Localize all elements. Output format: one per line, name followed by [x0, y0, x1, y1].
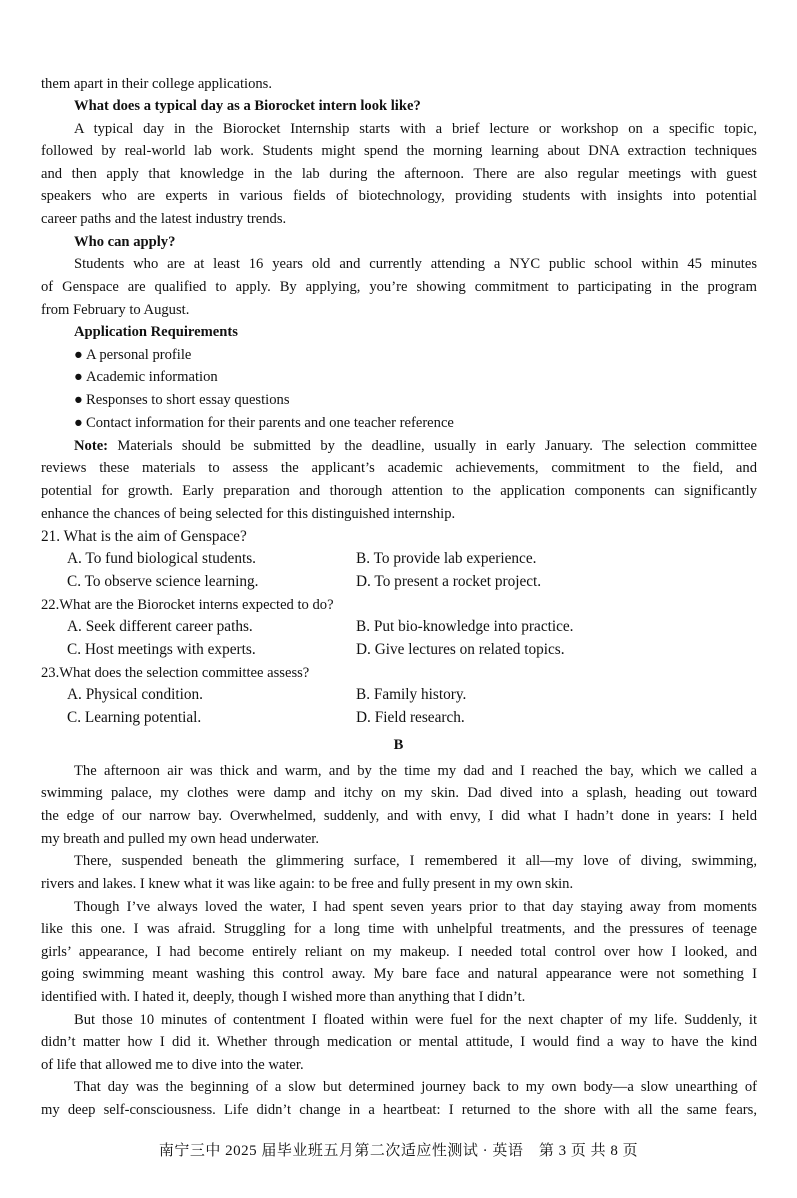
bullet-icon: ● [74, 392, 83, 408]
question-stem: 22.What are the Biorocket interns expected to do? [41, 597, 334, 613]
paragraph-line: my breath and pulled my own head underwater. [41, 831, 320, 847]
paragraph-line: There, suspended beneath the glimmering surface, I remembered it all—my love of diving, swimming, [74, 853, 757, 869]
list-item [74, 413, 454, 433]
paragraph-line: Though I’ve always loved the water, I had spent seven years prior to that day staying away from moments [74, 899, 757, 915]
section-label: B [393, 737, 404, 753]
list-item-text: Responses to short essay questions [86, 392, 290, 408]
option-d[interactable]: D. To present a rocket project. [356, 573, 542, 590]
page-footer: 南宁三中 2025 届毕业班五月第二次适应性测试 · 英语 第 3 页 共 8 页 [158, 1143, 639, 1159]
list-item [74, 390, 290, 410]
paragraph-line: didn’t matter how I did it. Whether through medication or mental attitude, I would find a way to have the kind [41, 1034, 757, 1050]
paragraph-line: and then apply that knowledge in the lab during the afternoon. There are also regular meetings with guest [41, 166, 757, 182]
paragraph-line: going swimming meant washing this control away. My bare face and natural appearance were not something I [41, 966, 757, 982]
question-stem: 21. What is the aim of Genspace? [41, 528, 247, 545]
list-item [74, 367, 218, 387]
paragraph-line: That day was the beginning of a slow but determined journey back to my own body—a slow unearthing of [74, 1079, 757, 1095]
paragraph-line: of life that allowed me to dive into the water. [41, 1057, 304, 1073]
list-item-text: A personal profile [86, 347, 192, 363]
option-a[interactable]: A. To fund biological students. [67, 550, 256, 567]
paragraph-line: identified with. I hated it, deeply, though I wished more than anything that I didn’t. [41, 989, 526, 1005]
heading-application-requirements: Application Requirements [74, 324, 238, 340]
paragraph-line: girls’ appearance, I had become entirely reliant on my makeup. I needed total control over how I looked, and [41, 944, 757, 960]
intro-tail: them apart in their college applications. [41, 76, 272, 92]
paragraph-line: The afternoon air was thick and warm, and by the time my dad and I reached the bay, which we called a [74, 763, 757, 779]
list-item-text: Academic information [86, 369, 218, 385]
heading-who-can-apply: Who can apply? [74, 234, 176, 250]
list-item [74, 345, 191, 365]
option-a[interactable]: A. Seek different career paths. [67, 618, 253, 635]
option-d[interactable]: D. Give lectures on related topics. [356, 641, 565, 658]
paragraph-line: career paths and the latest industry trends. [41, 211, 287, 227]
note-line [74, 436, 757, 456]
note-line: enhance the chances of being selected for this distinguished internship. [41, 506, 456, 522]
paragraph-line: But those 10 minutes of contentment I floated within were fuel for the next chapter of my life. Suddenly, it [74, 1012, 757, 1028]
bullet-icon: ● [74, 369, 83, 385]
paragraph-line: of Genspace are qualified to apply. By applying, you’re showing commitment to participating in the program [41, 279, 757, 295]
paragraph-line: Students who are at least 16 years old and currently attending a NYC public school within 45 minutes [74, 256, 757, 272]
paragraph-line: followed by real-world lab work. Students might spend the morning learning about DNA extraction techniques [41, 143, 757, 159]
note-line: reviews these materials to assess the applicant’s academic achievements, commitment to the field, and [41, 460, 757, 476]
bullet-icon: ● [74, 415, 83, 431]
option-c[interactable]: C. To observe science learning. [67, 573, 259, 590]
note-label: Note: [74, 438, 109, 454]
paragraph-line: from February to August. [41, 302, 190, 318]
option-b[interactable]: B. Family history. [356, 686, 467, 703]
paragraph-line: like this one. I was afraid. Struggling for a long time with unhelpful treatments, and the pressures of teenage [41, 921, 757, 937]
paragraph-line: my deep self-consciousness. Life didn’t change in a heartbeat: I returned to the shore with all the same fears, [41, 1102, 757, 1118]
paragraph-line: the edge of our narrow bay. Overwhelmed, suddenly, and with envy, I did what I hadn’t done in years: I held [41, 808, 757, 824]
question-stem: 23.What does the selection committee assess? [41, 665, 310, 681]
list-item-text: Contact information for their parents and one teacher reference [86, 415, 454, 431]
paragraph-line: A typical day in the Biorocket Internship starts with a brief lecture or workshop on a specific topic, [74, 121, 757, 137]
option-b[interactable]: B. Put bio-knowledge into practice. [356, 618, 574, 635]
paragraph-line: rivers and lakes. I knew what it was like again: to be free and fully present in my own skin. [41, 876, 574, 892]
heading-typical-day: What does a typical day as a Biorocket intern look like? [74, 98, 421, 114]
note-text: Materials should be submitted by the deadline, usually in early January. The selection committee [108, 438, 757, 454]
paragraph-line: swimming palace, my clothes were damp and itchy on my skin. Dad dived into a splash, heading out toward [41, 785, 757, 801]
option-a[interactable]: A. Physical condition. [67, 686, 203, 703]
option-d[interactable]: D. Field research. [356, 709, 465, 726]
option-c[interactable]: C. Learning potential. [67, 709, 202, 726]
note-line: potential for growth. Early preparation and thorough attention to the application components can significantly [41, 483, 757, 499]
bullet-icon: ● [74, 347, 83, 363]
option-c[interactable]: C. Host meetings with experts. [67, 641, 256, 658]
paragraph-line: speakers who are experts in various fields of biotechnology, providing students with insights into potential [41, 188, 757, 204]
option-b[interactable]: B. To provide lab experience. [356, 550, 537, 567]
